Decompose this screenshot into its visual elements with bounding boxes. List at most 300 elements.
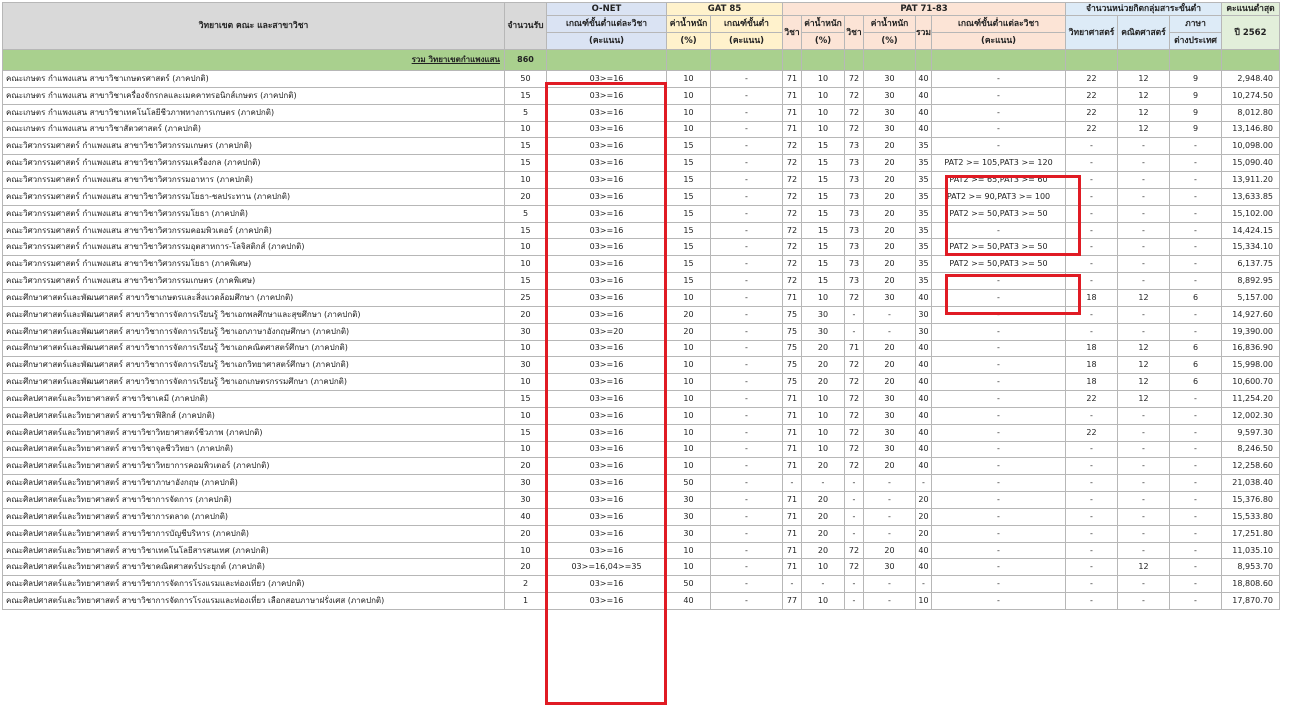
cell-quota: 15 xyxy=(505,138,547,155)
cell-score: 11,254.20 xyxy=(1222,391,1280,408)
cell-pat-weight-2: 20 xyxy=(864,273,916,290)
cell-pat-weight-1: 30 xyxy=(802,323,845,340)
table-row xyxy=(3,188,1280,205)
cell-sci: - xyxy=(1066,155,1118,172)
cell-gat-min: - xyxy=(711,391,783,408)
cell-name: คณะศึกษาศาสตร์และพัฒนศาสตร์ สาขาวิชาการจัดการเรียนรู้ วิชาเอกพลศึกษาและสุขศึกษา (ภาคปกติ) xyxy=(3,306,505,323)
cell-name: คณะศึกษาศาสตร์และพัฒนศาสตร์ สาขาวิชาการจัดการเรียนรู้ วิชาเอกภาษาอังกฤษศึกษา (ภาคปกติ) xyxy=(3,323,505,340)
cell-gat-weight: 50 xyxy=(667,576,711,593)
table-row xyxy=(3,542,1280,559)
cell-pat-weight-2: 20 xyxy=(864,205,916,222)
cell-pat-subj-1: 71 xyxy=(783,424,802,441)
header-score-year: ปี 2562 xyxy=(1222,16,1280,50)
cell-quota: 10 xyxy=(505,121,547,138)
cell-pat-min: PAT2 >= 50,PAT3 >= 50 xyxy=(932,239,1066,256)
cell-pat-total: 35 xyxy=(916,155,932,172)
cell-gat-min: - xyxy=(711,492,783,509)
table-row xyxy=(3,391,1280,408)
cell-quota: 10 xyxy=(505,172,547,189)
cell-pat-subj-1: 71 xyxy=(783,289,802,306)
cell-lang: - xyxy=(1170,205,1222,222)
cell-score: 12,002.30 xyxy=(1222,407,1280,424)
cell-math: - xyxy=(1118,273,1170,290)
cell-pat-weight-1: 10 xyxy=(802,407,845,424)
cell-name: คณะศิลปศาสตร์และวิทยาศาสตร์ สาขาวิชาการตลาด (ภาคปกติ) xyxy=(3,508,505,525)
cell-pat-weight-2: 20 xyxy=(864,138,916,155)
cell-score: 15,998.00 xyxy=(1222,357,1280,374)
cell-pat-weight-1: 20 xyxy=(802,458,845,475)
cell-onet-min: 03>=16 xyxy=(547,121,667,138)
cell-pat-total: 40 xyxy=(916,391,932,408)
cell-name: คณะศิลปศาสตร์และวิทยาศาสตร์ สาขาวิชาภาษาอังกฤษ (ภาคปกติ) xyxy=(3,475,505,492)
cell-score: 10,098.00 xyxy=(1222,138,1280,155)
cell-onet-min: 03>=16 xyxy=(547,87,667,104)
table-row xyxy=(3,289,1280,306)
cell-math: - xyxy=(1118,424,1170,441)
cell-pat-subj-1: 72 xyxy=(783,256,802,273)
cell-pat-weight-1: 10 xyxy=(802,121,845,138)
cell-onet-min: 03>=16 xyxy=(547,188,667,205)
cell-sci: - xyxy=(1066,188,1118,205)
cell-onet-min: 03>=16 xyxy=(547,492,667,509)
cell-pat-subj-1: 72 xyxy=(783,239,802,256)
cell-sci: - xyxy=(1066,441,1118,458)
cell-sci: 22 xyxy=(1066,87,1118,104)
header-name: วิทยาเขต คณะ และสาขาวิชา xyxy=(3,3,505,50)
header-onet: O-NET xyxy=(547,3,667,16)
cell-pat-weight-1: 15 xyxy=(802,188,845,205)
cell-onet-min: 03>=16 xyxy=(547,391,667,408)
cell-pat-total: - xyxy=(916,475,932,492)
cell-gat-min: - xyxy=(711,155,783,172)
cell-pat-subj-2: 72 xyxy=(845,121,864,138)
cell-quota: 5 xyxy=(505,205,547,222)
cell-gat-min: - xyxy=(711,542,783,559)
cell-lang: 9 xyxy=(1170,87,1222,104)
cell-quota: 30 xyxy=(505,357,547,374)
cell-quota: 15 xyxy=(505,273,547,290)
cell-pat-total: 40 xyxy=(916,340,932,357)
table-body xyxy=(3,50,1280,610)
cell-pat-min: - xyxy=(932,492,1066,509)
cell-math: - xyxy=(1118,138,1170,155)
cell-lang: 9 xyxy=(1170,104,1222,121)
cell-gat-weight: 10 xyxy=(667,121,711,138)
cell-lang: - xyxy=(1170,172,1222,189)
cell-pat-subj-1: 72 xyxy=(783,188,802,205)
cell-math: 12 xyxy=(1118,559,1170,576)
cell-score: 19,390.00 xyxy=(1222,323,1280,340)
admission-criteria-table xyxy=(2,2,1280,610)
cell-quota: 10 xyxy=(505,239,547,256)
cell-name: คณะศึกษาศาสตร์และพัฒนศาสตร์ สาขาวิชาการจัดการเรียนรู้ วิชาเอกคณิตศาสตร์ศึกษา (ภาคปกติ) xyxy=(3,340,505,357)
cell-name: คณะศึกษาศาสตร์และพัฒนศาสตร์ สาขาวิชาเกษตรและสิ่งแวดล้อมศึกษา (ภาคปกติ) xyxy=(3,289,505,306)
cell-pat-weight-2: - xyxy=(864,525,916,542)
cell-onet-min: 03>=16 xyxy=(547,542,667,559)
cell-score: 6,137.75 xyxy=(1222,256,1280,273)
cell-pat-min: - xyxy=(932,87,1066,104)
cell-score: 13,911.20 xyxy=(1222,172,1280,189)
cell-score: 15,102.00 xyxy=(1222,205,1280,222)
cell-onet-min: 03>=16 xyxy=(547,475,667,492)
cell-name: คณะศิลปศาสตร์และวิทยาศาสตร์ สาขาวิชาฟิสิกส์ (ภาคปกติ) xyxy=(3,407,505,424)
cell-pat-total: 40 xyxy=(916,458,932,475)
cell-sci: 18 xyxy=(1066,340,1118,357)
cell-pat-total: 40 xyxy=(916,357,932,374)
cell-lang: - xyxy=(1170,407,1222,424)
cell-gat-min: - xyxy=(711,576,783,593)
table-row xyxy=(3,407,1280,424)
cell-pat-min: - xyxy=(932,525,1066,542)
cell-lang: - xyxy=(1170,492,1222,509)
cell-onet-min: 03>=20 xyxy=(547,323,667,340)
cell-pat-subj-1: 75 xyxy=(783,306,802,323)
cell-pat-weight-1: 10 xyxy=(802,71,845,88)
cell-name: คณะศิลปศาสตร์และวิทยาศาสตร์ สาขาวิชาเคมี (ภาคปกติ) xyxy=(3,391,505,408)
cell-name: คณะวิศวกรรมศาสตร์ กำแพงแสน สาขาวิชาวิศวกรรมอาหาร (ภาคปกติ) xyxy=(3,172,505,189)
cell-pat-total: 20 xyxy=(916,525,932,542)
table-row xyxy=(3,340,1280,357)
cell-lang: - xyxy=(1170,138,1222,155)
cell-pat-weight-2: - xyxy=(864,508,916,525)
cell-gat-weight: 20 xyxy=(667,306,711,323)
cell-pat-subj-1: 75 xyxy=(783,323,802,340)
table-row xyxy=(3,121,1280,138)
table-row xyxy=(3,424,1280,441)
cell-lang: - xyxy=(1170,542,1222,559)
cell-gat-weight: 15 xyxy=(667,205,711,222)
table-row xyxy=(3,205,1280,222)
cell-pat-total: 35 xyxy=(916,256,932,273)
cell-quota: 30 xyxy=(505,475,547,492)
cell-quota: 15 xyxy=(505,424,547,441)
cell-name: คณะศิลปศาสตร์และวิทยาศาสตร์ สาขาวิชาการจัดการโรงแรมและท่องเที่ยว เลือกสอบภาษาฝรั่งเศส (ภาคปกติ) xyxy=(3,593,505,610)
cell-gat-weight: 10 xyxy=(667,542,711,559)
cell-quota: 2 xyxy=(505,576,547,593)
cell-math: - xyxy=(1118,475,1170,492)
cell-pat-weight-2: 30 xyxy=(864,71,916,88)
cell-score: 5,157.00 xyxy=(1222,289,1280,306)
cell-sci: - xyxy=(1066,172,1118,189)
cell-onet-min: 03>=16 xyxy=(547,374,667,391)
cell-pat-subj-1: 75 xyxy=(783,357,802,374)
cell-math: - xyxy=(1118,306,1170,323)
cell-pat-total: 35 xyxy=(916,172,932,189)
cell-math: 12 xyxy=(1118,104,1170,121)
cell-gat-min: - xyxy=(711,508,783,525)
cell-math: 12 xyxy=(1118,340,1170,357)
cell-pat-min: - xyxy=(932,273,1066,290)
cell-lang: - xyxy=(1170,458,1222,475)
cell-gat-weight: 10 xyxy=(667,289,711,306)
cell-pat-total: 40 xyxy=(916,104,932,121)
table-row xyxy=(3,155,1280,172)
table-row xyxy=(3,273,1280,290)
cell-pat-total: 35 xyxy=(916,205,932,222)
cell-lang: - xyxy=(1170,525,1222,542)
cell-onet-min: 03>=16,04>=35 xyxy=(547,559,667,576)
table-row xyxy=(3,357,1280,374)
cell-gat-min: - xyxy=(711,239,783,256)
cell-name: คณะศึกษาศาสตร์และพัฒนศาสตร์ สาขาวิชาการจัดการเรียนรู้ วิชาเอกวิทยาศาสตร์ศึกษา (ภาคปกติ) xyxy=(3,357,505,374)
cell-math: - xyxy=(1118,508,1170,525)
cell-onet-min: 03>=16 xyxy=(547,205,667,222)
cell-onet-min: 03>=16 xyxy=(547,104,667,121)
cell-name: คณะวิศวกรรมศาสตร์ กำแพงแสน สาขาวิชาวิศวกรรมโยธา (ภาคพิเศษ) xyxy=(3,256,505,273)
cell-score: 8,892.95 xyxy=(1222,273,1280,290)
cell-pat-min: - xyxy=(932,71,1066,88)
cell-sci: 18 xyxy=(1066,289,1118,306)
cell-lang: - xyxy=(1170,323,1222,340)
cell-math: 12 xyxy=(1118,357,1170,374)
cell-onet-min: 03>=16 xyxy=(547,593,667,610)
cell-lang: - xyxy=(1170,256,1222,273)
cell-math: 12 xyxy=(1118,391,1170,408)
cell-onet-min: 03>=16 xyxy=(547,576,667,593)
cell-pat-weight-2: 30 xyxy=(864,121,916,138)
cell-lang: 6 xyxy=(1170,340,1222,357)
cell-gat-min: - xyxy=(711,71,783,88)
cell-pat-min: - xyxy=(932,407,1066,424)
cell-sci: 22 xyxy=(1066,71,1118,88)
cell-quota: 10 xyxy=(505,542,547,559)
cell-lang: 6 xyxy=(1170,289,1222,306)
cell-pat-total: 20 xyxy=(916,492,932,509)
cell-pat-total: 40 xyxy=(916,374,932,391)
cell-sci: - xyxy=(1066,256,1118,273)
cell-pat-min: - xyxy=(932,323,1066,340)
cell-pat-min: - xyxy=(932,104,1066,121)
table-row xyxy=(3,441,1280,458)
cell-lang: 6 xyxy=(1170,374,1222,391)
cell-score: 13,633.85 xyxy=(1222,188,1280,205)
header-pat-weight-2: ค่าน้ำหนัก xyxy=(864,16,916,33)
header-pat-subj-1: วิชา xyxy=(783,16,802,50)
cell-pat-subj-1: 75 xyxy=(783,340,802,357)
cell-pat-weight-2: 30 xyxy=(864,289,916,306)
cell-pat-subj-2: - xyxy=(845,306,864,323)
cell-score: 14,424.15 xyxy=(1222,222,1280,239)
cell-pat-total: 10 xyxy=(916,593,932,610)
cell-pat-subj-1: 71 xyxy=(783,104,802,121)
cell-score: 10,600.70 xyxy=(1222,374,1280,391)
cell-pat-subj-2: 73 xyxy=(845,205,864,222)
cell-math: 12 xyxy=(1118,374,1170,391)
cell-pat-weight-2: 20 xyxy=(864,340,916,357)
cell-lang: - xyxy=(1170,475,1222,492)
cell-quota: 20 xyxy=(505,458,547,475)
cell-pat-subj-1: 75 xyxy=(783,374,802,391)
cell-quota: 20 xyxy=(505,188,547,205)
cell-quota: 10 xyxy=(505,407,547,424)
cell-onet-min: 03>=16 xyxy=(547,306,667,323)
cell-sci: - xyxy=(1066,525,1118,542)
cell-quota: 30 xyxy=(505,323,547,340)
cell-pat-subj-1: 71 xyxy=(783,441,802,458)
cell-pat-total: 40 xyxy=(916,121,932,138)
header-onet-min-unit: (คะแนน) xyxy=(547,33,667,50)
cell-gat-min: - xyxy=(711,256,783,273)
cell-pat-weight-1: 20 xyxy=(802,492,845,509)
header-gat: GAT 85 xyxy=(667,3,783,16)
cell-quota: 10 xyxy=(505,256,547,273)
cell-pat-total: 35 xyxy=(916,239,932,256)
cell-gat-min: - xyxy=(711,323,783,340)
cell-pat-weight-2: 20 xyxy=(864,542,916,559)
cell-quota: 20 xyxy=(505,306,547,323)
cell-gat-min: - xyxy=(711,424,783,441)
cell-pat-subj-1: 71 xyxy=(783,525,802,542)
cell-pat-weight-1: 20 xyxy=(802,374,845,391)
cell-pat-total: 40 xyxy=(916,559,932,576)
cell-math: - xyxy=(1118,155,1170,172)
cell-pat-weight-1: 15 xyxy=(802,172,845,189)
cell-lang: - xyxy=(1170,306,1222,323)
cell-math: - xyxy=(1118,256,1170,273)
cell-gat-min: - xyxy=(711,374,783,391)
cell-pat-weight-2: - xyxy=(864,593,916,610)
cell-math: - xyxy=(1118,441,1170,458)
cell-pat-subj-1: 72 xyxy=(783,222,802,239)
cell-score: 17,251.80 xyxy=(1222,525,1280,542)
cell-lang: - xyxy=(1170,391,1222,408)
cell-onet-min: 03>=16 xyxy=(547,424,667,441)
cell-score: 17,870.70 xyxy=(1222,593,1280,610)
cell-pat-weight-2: - xyxy=(864,323,916,340)
cell-math: - xyxy=(1118,593,1170,610)
cell-pat-weight-1: 20 xyxy=(802,340,845,357)
cell-score: 15,334.10 xyxy=(1222,239,1280,256)
cell-onet-min: 03>=16 xyxy=(547,239,667,256)
cell-pat-weight-2: 30 xyxy=(864,391,916,408)
cell-gat-min: - xyxy=(711,121,783,138)
cell-pat-total: - xyxy=(916,576,932,593)
header-pat-total: รวม xyxy=(916,16,932,50)
cell-lang: - xyxy=(1170,188,1222,205)
cell-gat-min: - xyxy=(711,172,783,189)
table-row xyxy=(3,222,1280,239)
cell-pat-weight-1: 20 xyxy=(802,508,845,525)
cell-pat-min: - xyxy=(932,576,1066,593)
cell-onet-min: 03>=16 xyxy=(547,525,667,542)
cell-pat-weight-2: 20 xyxy=(864,155,916,172)
cell-gat-weight: 10 xyxy=(667,87,711,104)
header-pat-min-unit: (คะแนน) xyxy=(932,33,1066,50)
cell-pat-subj-2: - xyxy=(845,475,864,492)
cell-pat-total: 35 xyxy=(916,222,932,239)
table-row xyxy=(3,374,1280,391)
cell-pat-subj-2: 72 xyxy=(845,424,864,441)
cell-pat-subj-1: 71 xyxy=(783,391,802,408)
cell-onet-min: 03>=16 xyxy=(547,155,667,172)
cell-pat-min: - xyxy=(932,458,1066,475)
cell-name: คณะศิลปศาสตร์และวิทยาศาสตร์ สาขาวิชาการบัญชีบริหาร (ภาคปกติ) xyxy=(3,525,505,542)
cell-pat-subj-1: 71 xyxy=(783,542,802,559)
cell-onet-min: 03>=16 xyxy=(547,289,667,306)
cell-lang: - xyxy=(1170,424,1222,441)
header-credits: จำนวนหน่วยกิตกลุ่มสาระขั้นต่ำ xyxy=(1066,3,1222,16)
cell-sci: - xyxy=(1066,508,1118,525)
cell-score: 11,035.10 xyxy=(1222,542,1280,559)
cell-math: - xyxy=(1118,239,1170,256)
cell-pat-total: 35 xyxy=(916,138,932,155)
cell-score: 18,808.60 xyxy=(1222,576,1280,593)
cell-pat-min: - xyxy=(932,475,1066,492)
cell-pat-min: PAT2 >= 90,PAT3 >= 100 xyxy=(932,188,1066,205)
cell-pat-total: 40 xyxy=(916,441,932,458)
cell-score: 2,948.40 xyxy=(1222,71,1280,88)
cell-pat-subj-2: 72 xyxy=(845,391,864,408)
cell-pat-weight-1: 15 xyxy=(802,222,845,239)
cell-gat-weight: 10 xyxy=(667,71,711,88)
cell-pat-weight-1: 10 xyxy=(802,441,845,458)
table-row xyxy=(3,172,1280,189)
table-row xyxy=(3,576,1280,593)
cell-quota: 15 xyxy=(505,391,547,408)
cell-pat-min: PAT2 >= 50,PAT3 >= 50 xyxy=(932,205,1066,222)
cell-gat-min: - xyxy=(711,357,783,374)
cell-pat-subj-1: 71 xyxy=(783,407,802,424)
cell-pat-weight-2: 20 xyxy=(864,222,916,239)
cell-pat-total: 40 xyxy=(916,71,932,88)
cell-score: 21,038.40 xyxy=(1222,475,1280,492)
cell-lang: - xyxy=(1170,222,1222,239)
cell-pat-min: - xyxy=(932,306,1066,323)
table-row xyxy=(3,492,1280,509)
cell-gat-weight: 10 xyxy=(667,441,711,458)
cell-pat-min: - xyxy=(932,121,1066,138)
table-row xyxy=(3,559,1280,576)
cell-pat-min: - xyxy=(932,559,1066,576)
cell-pat-subj-1: 72 xyxy=(783,172,802,189)
cell-lang: - xyxy=(1170,593,1222,610)
cell-onet-min: 03>=16 xyxy=(547,508,667,525)
cell-gat-min: - xyxy=(711,407,783,424)
cell-pat-weight-1: 15 xyxy=(802,138,845,155)
cell-pat-weight-2: 20 xyxy=(864,458,916,475)
cell-pat-subj-1: - xyxy=(783,475,802,492)
cell-pat-weight-2: 30 xyxy=(864,424,916,441)
cell-sci: - xyxy=(1066,138,1118,155)
table-header xyxy=(3,3,1280,50)
cell-quota: 15 xyxy=(505,155,547,172)
cell-gat-weight: 15 xyxy=(667,239,711,256)
cell-pat-min: PAT2 >= 50,PAT3 >= 50 xyxy=(932,256,1066,273)
cell-gat-weight: 10 xyxy=(667,424,711,441)
cell-gat-min: - xyxy=(711,475,783,492)
cell-pat-total: 35 xyxy=(916,188,932,205)
header-pat-min: เกณฑ์ขั้นต่ำแต่ละวิชา xyxy=(932,16,1066,33)
cell-math: - xyxy=(1118,525,1170,542)
cell-gat-min: - xyxy=(711,306,783,323)
cell-pat-weight-1: - xyxy=(802,475,845,492)
cell-pat-weight-2: 20 xyxy=(864,357,916,374)
cell-pat-weight-1: 10 xyxy=(802,424,845,441)
cell-gat-weight: 15 xyxy=(667,188,711,205)
table-row xyxy=(3,458,1280,475)
cell-lang: 6 xyxy=(1170,357,1222,374)
cell-gat-weight: 10 xyxy=(667,559,711,576)
cell-sci: - xyxy=(1066,407,1118,424)
cell-pat-subj-2: 72 xyxy=(845,542,864,559)
cell-onet-min: 03>=16 xyxy=(547,222,667,239)
cell-lang: - xyxy=(1170,441,1222,458)
header-pat: PAT 71-83 xyxy=(783,3,1066,16)
cell-sci: 22 xyxy=(1066,121,1118,138)
table-row xyxy=(3,525,1280,542)
cell-pat-subj-1: 72 xyxy=(783,205,802,222)
cell-quota: 10 xyxy=(505,340,547,357)
